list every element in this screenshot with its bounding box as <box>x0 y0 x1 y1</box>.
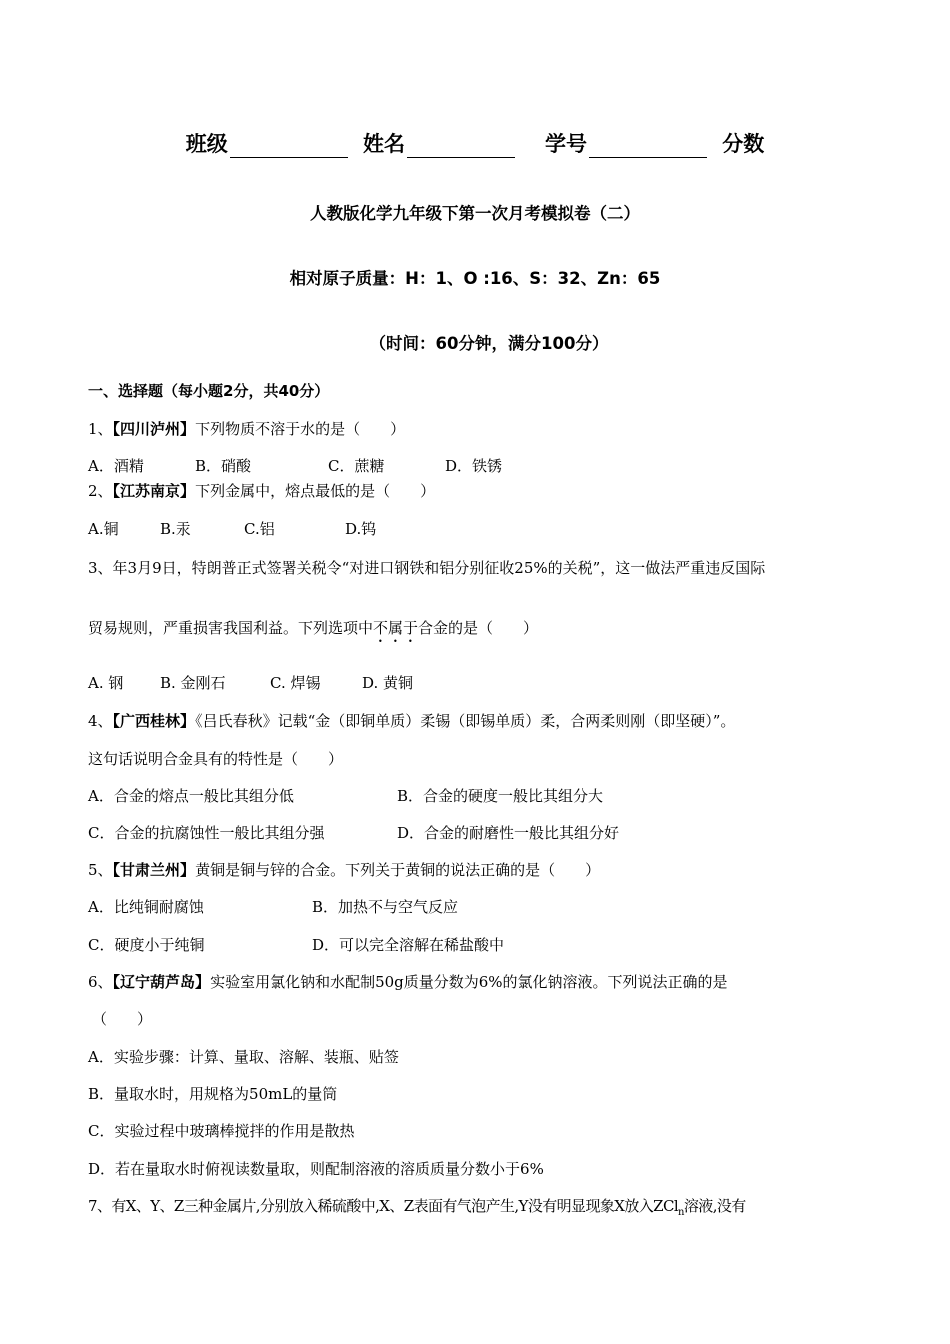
question-4: 4、【广西桂林】《吕氏春秋》记载“金（即铜单质）柔锡（即锡单质）柔，合两柔则刚（即坚硬）”。 <box>88 712 736 730</box>
source-tag: 【甘肃兰州】 <box>112 861 196 879</box>
q3-option-d: D. 黄铜 <box>362 674 414 692</box>
atomic-mass-note: 相对原子质量：H：1、O :16、S：32、Zn：65 <box>289 269 661 288</box>
question-5: 5、【甘肃兰州】黄铜是铜与锌的合金。下列关于黄铜的说法正确的是（ ） <box>88 861 601 879</box>
q4-option-b: B．合金的硬度一般比其组分大 <box>397 787 604 805</box>
q5-option-a: A．比纯铜耐腐蚀 <box>88 898 204 916</box>
student-info-line <box>0 128 950 158</box>
q1-option-a: A．酒精 <box>88 457 144 475</box>
q1-option-b: B．硝酸 <box>195 457 252 475</box>
question-2: 2、【江苏南京】下列金属中，熔点最低的是（ ） <box>88 482 436 500</box>
q4-option-c: C．合金的抗腐蚀性一般比其组分强 <box>88 824 325 842</box>
emphasis-text: 不属于 <box>373 619 419 637</box>
question-6: 6、【辽宁葫芦岛】实验室用氯化钠和水配制50g质量分数为6%的氯化钠溶液。下列说法正确的是 <box>88 973 728 991</box>
q6-option-a: A．实验步骤：计算、量取、溶解、装瓶、贴签 <box>88 1048 399 1066</box>
q2-option-d: D.钨 <box>345 520 377 538</box>
q6-option-b: B．量取水时，用规格为50mL的量筒 <box>88 1085 338 1103</box>
source-tag: 【辽宁葫芦岛】 <box>112 973 211 991</box>
id-blank[interactable] <box>589 135 707 158</box>
q6-option-d: D．若在量取水时俯视读数量取，则配制溶液的溶质质量分数小于6% <box>88 1160 544 1178</box>
name-label: 姓名 <box>363 132 406 156</box>
question-3-line-2: 贸易规则，严重损害我国利益。下列选项中不属于合金的是（ ） <box>88 619 539 637</box>
q3-option-c: C. 焊锡 <box>270 674 321 692</box>
question-1: 1、【四川泸州】下列物质不溶于水的是（ ） <box>88 420 406 438</box>
class-label: 班级 <box>185 132 228 156</box>
id-label: 学号 <box>544 132 587 156</box>
question-3-line-1: 3、年3月9日，特朗普正式签署关税令“对进口钢铁和铝分别征收25%的关税”，这一做法严重违反国际 <box>88 559 766 577</box>
q6-option-c: C．实验过程中玻璃棒搅拌的作用是散热 <box>88 1122 355 1140</box>
q1-option-c: C．蔗糖 <box>328 457 385 475</box>
q3-option-a: A. 钢 <box>88 674 124 692</box>
exam-title: 人教版化学九年级下第一次月考模拟卷（二） <box>310 204 640 223</box>
question-6-line-2: （ ） <box>92 1010 153 1028</box>
q5-option-c: C．硬度小于纯铜 <box>88 936 205 954</box>
source-tag: 【江苏南京】 <box>112 482 196 500</box>
source-tag: 【广西桂林】 <box>112 712 196 730</box>
q4-option-d: D．合金的耐磨性一般比其组分好 <box>397 824 620 842</box>
q4-option-a: A．合金的熔点一般比其组分低 <box>88 787 294 805</box>
q5-option-b: B．加热不与空气反应 <box>312 898 459 916</box>
q2-option-c: C.铝 <box>244 520 275 538</box>
question-7: 7、有X、Y、Z三种金属片,分别放入稀硫酸中,X、Z表面有气泡产生,Y没有明显现象X放入ZCl$_n$溶液,没有 <box>88 1197 746 1218</box>
q5-option-d: D．可以完全溶解在稀盐酸中 <box>312 936 505 954</box>
q2-option-a: A.铜 <box>88 520 119 538</box>
time-note: （时间：60分钟，满分100分） <box>369 334 609 353</box>
q3-option-b: B. 金刚石 <box>160 674 226 692</box>
q1-option-d: D．铁锈 <box>445 457 503 475</box>
name-blank[interactable] <box>407 135 515 158</box>
section-1-heading: 一、选择题（每小题2分，共40分） <box>88 382 330 400</box>
source-tag: 【四川泸州】 <box>112 420 196 438</box>
q2-option-b: B.汞 <box>160 520 191 538</box>
class-blank[interactable] <box>230 135 348 158</box>
score-label: 分数 <box>722 132 765 156</box>
question-4-line-2: 这句话说明合金具有的特性是（ ） <box>88 750 344 768</box>
